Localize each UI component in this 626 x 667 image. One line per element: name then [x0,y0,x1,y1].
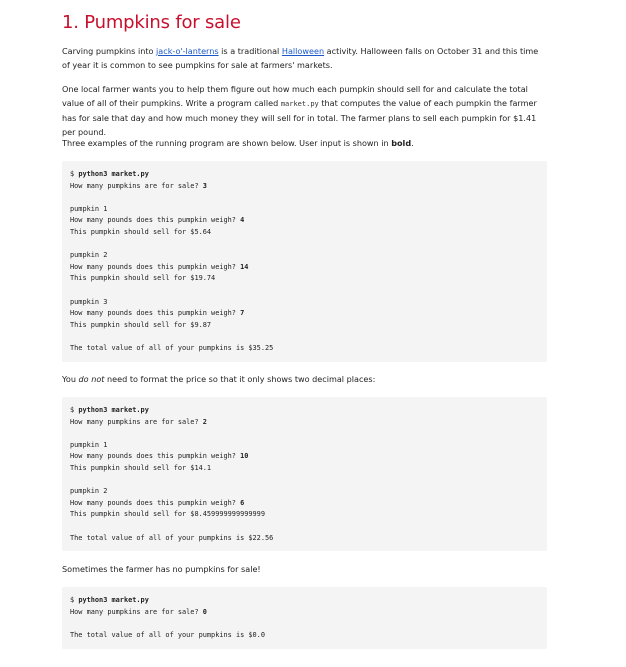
intro-paragraph [62,44,547,72]
count-line: How many pumpkins are for sale? 2 [70,417,207,426]
pumpkin-label: pumpkin 2 [70,251,108,260]
task-text-2: that computes the value of each pumpkin the farmer has for sale that day and how much money they will sell for in total. The farmer plans to sell each pumpkin for $1.41 per pound. [62,98,537,137]
no-pumpkins-note: Sometimes the farmer has no pumpkins for sale! [62,564,261,574]
total-line: The total value of all of your pumpkins is $35.25 [70,343,274,352]
total-line: The total value of all of your pumpkins is $0.0 [70,630,265,639]
count-line: How many pumpkins are for sale? 0 [70,607,207,616]
price-line: This pumpkin should sell for $8.459999999999999 [70,510,265,519]
intro-text-1: Carving pumpkins into [62,46,157,56]
weight-line: How many pounds does this pumpkin weigh? 4 [70,216,245,225]
task-text-1: One local farmer wants you to help them figure out how much each pumpkin should sell for and calculate the total value of all of their pumpkins. Write a program called [62,84,528,108]
weight-line: How many pounds does this pumpkin weigh? 6 [70,498,245,507]
price-line: This pumpkin should sell for $9.87 [70,320,212,329]
pumpkin-label: pumpkin 1 [70,204,108,213]
price-line: This pumpkin should sell for $5.64 [70,227,212,236]
price-line: This pumpkin should sell for $19.74 [70,274,216,283]
format-note-text-1: You [62,374,79,384]
weight-line: How many pounds does this pumpkin weigh? 7 [70,309,245,318]
examples-intro-bold: bold [391,138,412,148]
command-line: $ python3 market.py [70,170,149,178]
task-paragraph [62,82,547,139]
format-note-paragraph [62,372,547,386]
intro-text-2: is a traditional [218,46,282,56]
weight-line: How many pounds does this pumpkin weigh? 14 [70,262,249,271]
inline-code-filename: market.py [280,100,319,108]
code-example-2 [62,397,547,551]
page-title: 1. Pumpkins for sale [62,12,241,33]
weight-line: How many pounds does this pumpkin weigh? 10 [70,452,249,461]
jack-o-lanterns-link[interactable]: jack-o'-lanterns [156,46,219,56]
price-line: This pumpkin should sell for $14.1 [70,463,212,472]
total-line: The total value of all of your pumpkins is $22.56 [70,533,274,542]
code-example-3 [62,587,547,649]
format-note-emphasis: do not [78,374,105,384]
command-line: $ python3 market.py [70,596,149,604]
examples-intro-text-1: Three examples of the running program are shown below. User input is shown in [62,138,392,148]
pumpkin-label: pumpkin 2 [70,487,108,496]
code-example-1 [62,161,547,362]
intro-text-3: activity. Halloween falls on October 31 and this time of year it is common to see pumpkins for sale at farmers' markets. [62,46,539,70]
examples-intro-text-2: . [411,138,414,148]
pumpkin-label: pumpkin 1 [70,440,108,449]
format-note-text-2: need to format the price so that it only shows two decimal places: [104,374,376,384]
halloween-link[interactable]: Halloween [281,46,325,56]
examples-intro-paragraph [62,136,547,150]
command-line: $ python3 market.py [70,406,149,414]
count-line: How many pumpkins are for sale? 3 [70,181,207,190]
pumpkin-label: pumpkin 3 [70,297,108,306]
